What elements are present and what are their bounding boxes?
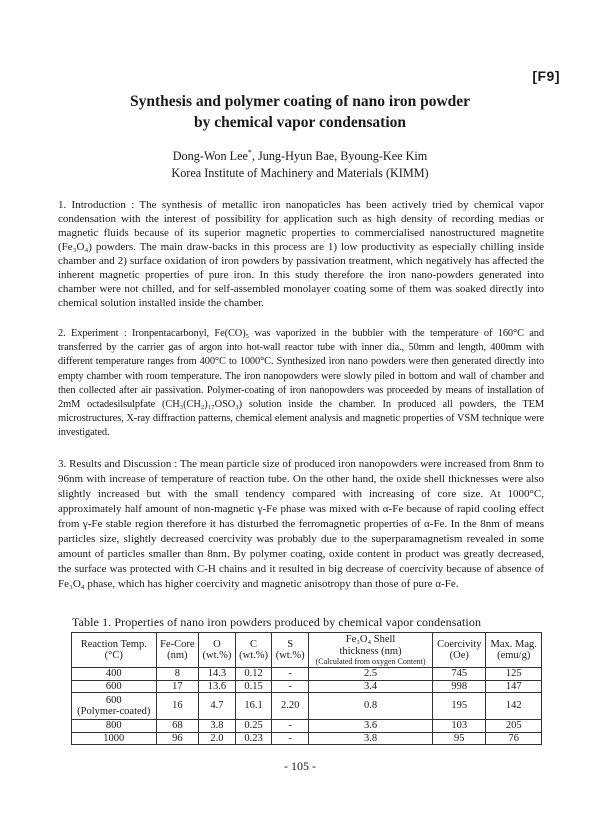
table-caption: Table 1. Properties of nano iron powders produced by chemical vapor condensation [72, 615, 482, 629]
title-line-2: by chemical vapor condensation [194, 114, 406, 131]
table-header-cell: Max. Mag. (emu/g) [486, 633, 542, 668]
table-cell: 96 [156, 732, 199, 745]
table-row [72, 680, 542, 693]
intro-paragraph: 1. Introduction : The synthesis of metallic iron nanopaticles has been actively tried by chemical vapor condensation with the interest of possibility for application such as high density of recording medias or magnetic fluids because of its superior magnetic properties to commercialised nanostructured magnetite (Fe₃O₄) powders. The main draw-backs in this process are 1) low productivity as especially chilling inside chamber and 2) surface oxidation of iron powders by passivation treatment, which negatively has affected the inherent magnetic properties of pure iron. In this study therefore the iron nano-powders generated into chamber were not chilled, and for self-assembled monolayer coating some of them was soaked directly into chemical solution installed inside the chamber. [58, 199, 544, 309]
table-header-note: (Calculated from oxygen Content) [315, 657, 426, 666]
table-header-row [72, 633, 542, 668]
table-cell: 16 [156, 693, 199, 720]
paper-title [60, 91, 540, 133]
table-header-cell: O (wt.%) [199, 633, 236, 668]
table-cell: 8 [156, 668, 199, 681]
table-cell: 2.0 [199, 732, 236, 745]
table-cell: 4.7 [199, 693, 236, 720]
table-row [72, 693, 542, 720]
table-cell: 103 [433, 720, 486, 733]
table-row [72, 668, 542, 681]
table-cell: 400 [72, 668, 157, 681]
table-cell: 3.4 [308, 680, 432, 693]
table-header-cell: Fe-Core (nm) [156, 633, 199, 668]
author-names [60, 144, 540, 165]
table-cell: 2.5 [308, 668, 432, 681]
table-cell: 0.15 [235, 680, 272, 693]
table-cell: 2.20 [272, 693, 309, 720]
author-first: Dong-Won Lee [172, 149, 248, 164]
page-number: - 105 - [284, 759, 316, 773]
table-cell: 16.1 [235, 693, 272, 720]
table-cell: 0.8 [308, 693, 432, 720]
table-cell: - [272, 732, 309, 745]
table-cell: 998 [433, 680, 486, 693]
table-header-cell: C (wt.%) [235, 633, 272, 668]
table-cell: 14.3 [199, 668, 236, 681]
table-cell: 3.8 [199, 720, 236, 733]
table-cell: 600 [72, 680, 157, 693]
corresponding-mark: * [247, 148, 252, 157]
table-cell: 3.6 [308, 720, 432, 733]
table-header-cell: Fe₃O₄ Shell thickness (nm) (Calculated from oxygen Content) [308, 633, 432, 668]
table-cell: - [272, 720, 309, 733]
experiment-paragraph: 2. Experiment : Ironpentacarbonyl, Fe(CO)₅ was vaporized in the bubbler with the temperature of 160°C and transferred by the carrier gas of argon into hot-wall reactor tube with inner dia., 50mm and length, 400mm with different temperature ranges from 400°C to 1000°C. Synthesized iron nano powders were then generated directly into empty chamber with room temperature. The iron nanopowders were slowly piled in bottom and wall of chamber and then collected after air passivation. Polymer-coating of iron nanopowders was proceeded by means of installation of 2mM octadesilsulpfate (CH₃(CH₂)₁₇OSO₃) solution inside the chamber. In produced all powders, the TEM microstructures, X-ray diffraction patterns, chemical element analysis and magnetic properties of VSM technique were investigated. [58, 328, 544, 439]
table-cell: 68 [156, 720, 199, 733]
title-line-1: Synthesis and polymer coating of nano iron powder [129, 93, 471, 110]
table-cell: - [272, 668, 309, 681]
author-block [60, 144, 540, 182]
table-cell: 95 [433, 732, 486, 745]
table-row [72, 732, 542, 745]
table-cell: 13.6 [199, 680, 236, 693]
properties-table [71, 632, 542, 745]
table-cell: 17 [156, 680, 199, 693]
author-rest: , Jung-Hyun Bae, Byoung-Kee Kim [251, 149, 428, 164]
table-cell: 76 [486, 732, 542, 745]
table-cell: 1000 [72, 732, 157, 745]
table-cell: 147 [486, 680, 542, 693]
paper-tag: [F9] [532, 68, 560, 84]
table-cell: 800 [72, 720, 157, 733]
table-header-cell: Coercivity (Oe) [433, 633, 486, 668]
table-header-cell: S (wt.%) [272, 633, 309, 668]
table-cell: 745 [433, 668, 486, 681]
table-cell: 0.25 [235, 720, 272, 733]
table-cell: 125 [486, 668, 542, 681]
author-affiliation: Korea Institute of Machinery and Materials (KIMM) [171, 166, 429, 181]
table-cell: 600 (Polymer-coated) [72, 693, 157, 720]
table-body [72, 668, 542, 745]
table-cell: - [272, 680, 309, 693]
table-cell: 0.23 [235, 732, 272, 745]
table-cell: 0.12 [235, 668, 272, 681]
table-header-cell: Reaction Temp. (°C) [72, 633, 157, 668]
table-cell: 195 [433, 693, 486, 720]
table-cell: 3.8 [308, 732, 432, 745]
table-row [72, 720, 542, 733]
table-cell: 142 [486, 693, 542, 720]
table-cell: 205 [486, 720, 542, 733]
results-paragraph: 3. Results and Discussion : The mean particle size of produced iron nanopowders were increased from 8nm to 96nm with increase of temperature of reaction tube. On the other hand, the oxide shell thicknesses were also slightly increased but with the small tendency compared with increasing of core size. At 1000°C, approximately half amount of non-magnetic γ-Fe phase was mixed with α-Fe because of rapid cooling effect from γ-Fe stable region therefore it has disturbed the ferromagnetic properties of α-Fe. In the 8nm of means particles size, slightly decreased coercivity was probably due to the superparamagnetism revealed in some amount of particles smaller than 8nm. By polymer coating, oxide content in product was greatly decreased, the surface was protected with C-H chains and it resulted in big decrease of coercivity because of absence of Fe₃O₄ phase, which has higher coercivity and magnetic anisotropy than those of pure α-Fe. [58, 458, 544, 590]
